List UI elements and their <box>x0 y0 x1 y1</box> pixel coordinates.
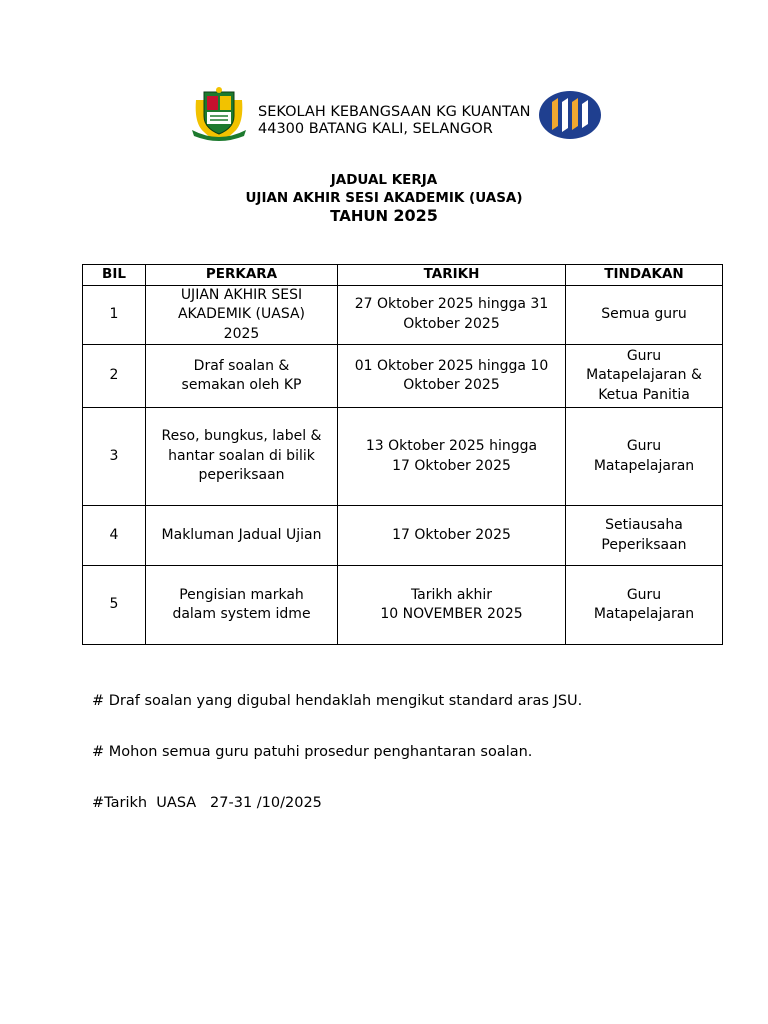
column-header-tindakan: TINDAKAN <box>566 265 723 286</box>
cell-perkara-line: Draf soalan & <box>193 357 290 374</box>
table-body <box>83 285 723 645</box>
schedule-table <box>82 264 723 645</box>
cell-perkara <box>146 345 338 408</box>
note-line: # Draf soalan yang digubal hendaklah mengikut standard aras JSU. <box>92 693 583 709</box>
cell-tarikh-line: 17 Oktober 2025 <box>392 526 511 543</box>
cell-perkara-line: semakan oleh KP <box>181 377 302 393</box>
cell-perkara-line: AKADEMIK (UASA) <box>177 306 306 322</box>
table-row <box>83 506 723 566</box>
cell-perkara <box>146 408 338 506</box>
table-row <box>83 408 723 506</box>
cell-tindakan-line: Matapelajaran <box>593 457 695 474</box>
cell-tarikh-line: 13 Oktober 2025 hingga <box>365 438 538 454</box>
cell-perkara-line: Reso, bungkus, label & <box>161 428 322 445</box>
cell-tindakan <box>566 566 723 645</box>
cell-tarikh-line: 10 NOVEMBER 2025 <box>380 606 523 622</box>
cell-tindakan-line: Semua guru <box>601 306 687 322</box>
cell-bil: 3 <box>83 408 146 506</box>
cell-tindakan-line: Ketua Panitia <box>598 386 690 403</box>
table-row <box>83 345 723 408</box>
cell-tarikh-line: 27 Oktober 2025 hingga 31 <box>354 296 549 313</box>
table-row <box>83 285 723 345</box>
cell-tarikh-line: Oktober 2025 <box>403 377 500 393</box>
title-year: 2025 <box>393 206 438 225</box>
cell-perkara-line: Pengisian markah <box>179 586 304 603</box>
cell-perkara-line: Makluman Jadual Ujian <box>161 526 322 543</box>
cell-tindakan-line: Matapelajaran <box>593 606 695 622</box>
cell-bil: 1 <box>83 285 146 345</box>
cell-tarikh <box>338 408 566 506</box>
cell-tindakan-line: Peperiksaan <box>601 536 687 553</box>
cell-perkara-line: 2025 <box>223 325 260 342</box>
cell-bil: 4 <box>83 506 146 566</box>
table-row <box>83 566 723 645</box>
cell-perkara-line: hantar soalan di bilik <box>168 447 315 464</box>
cell-tindakan <box>566 285 723 345</box>
cell-perkara-line: dalam system idme <box>172 606 311 622</box>
title-year-prefix: TAHUN <box>330 207 394 225</box>
cell-tarikh-line: 17 Oktober 2025 <box>392 457 511 474</box>
notes-block <box>92 659 582 829</box>
cell-tarikh <box>338 566 566 645</box>
column-header-tarikh: TARIKH <box>338 265 566 286</box>
document-title <box>0 172 768 226</box>
school-address-block <box>258 104 530 138</box>
cell-perkara <box>146 285 338 345</box>
table-header-row <box>83 265 723 286</box>
school-crest-logo <box>190 86 248 142</box>
letterhead <box>190 86 610 146</box>
cell-tarikh <box>338 506 566 566</box>
cell-perkara <box>146 566 338 645</box>
note-line: # Mohon semua guru patuhi prosedur penghantaran soalan. <box>92 744 533 760</box>
cell-bil: 5 <box>83 566 146 645</box>
cell-tarikh-line: Tarikh akhir <box>410 586 493 603</box>
ministry-logo <box>538 90 602 140</box>
cell-tindakan-line: Matapelajaran & <box>586 367 702 384</box>
cell-tindakan <box>566 506 723 566</box>
cell-tindakan-line: Guru <box>626 586 662 603</box>
school-address: 44300 BATANG KALI, SELANGOR <box>258 121 493 137</box>
cell-tarikh-line: 01 Oktober 2025 hingga 10 <box>354 357 549 374</box>
cell-bil: 2 <box>83 345 146 408</box>
cell-perkara-line: peperiksaan <box>198 467 285 484</box>
cell-tarikh <box>338 345 566 408</box>
cell-tarikh <box>338 285 566 345</box>
title-line-3 <box>0 207 768 226</box>
column-header-bil: BIL <box>83 265 146 286</box>
cell-tarikh-line: Oktober 2025 <box>403 315 500 332</box>
cell-tindakan <box>566 345 723 408</box>
cell-perkara <box>146 506 338 566</box>
title-line-2: UJIAN AKHIR SESI AKADEMIK (UASA) <box>245 189 523 206</box>
cell-tindakan-line: Guru <box>626 347 662 364</box>
school-name: SEKOLAH KEBANGSAAN KG KUANTAN <box>258 104 531 120</box>
cell-tindakan-line: Setiausaha <box>605 517 683 533</box>
note-line: #Tarikh UASA 27-31 /10/2025 <box>92 795 322 811</box>
cell-perkara-line: UJIAN AKHIR SESI <box>180 286 303 303</box>
cell-tindakan-line: Guru <box>626 438 662 454</box>
column-header-perkara: PERKARA <box>146 265 338 286</box>
title-line-1: JADUAL KERJA <box>330 172 438 188</box>
cell-tindakan <box>566 408 723 506</box>
